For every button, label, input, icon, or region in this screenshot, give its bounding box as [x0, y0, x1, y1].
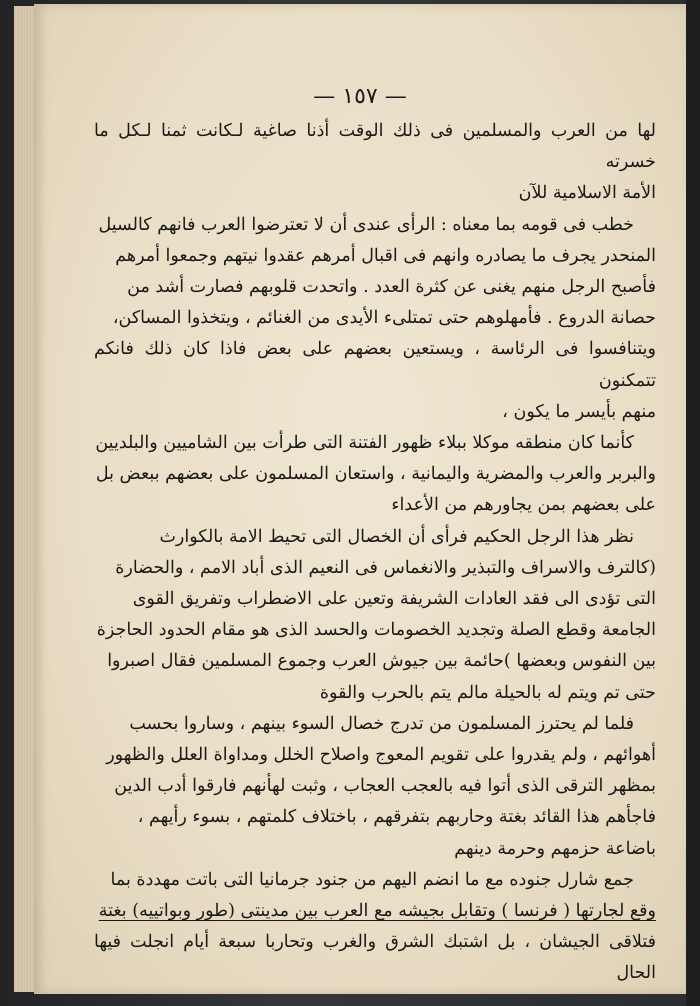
text-line: خطب فى قومه بما معناه : الرأى عندى أن لا تعترضوا العرب فانهم كالسيل: [98, 214, 634, 235]
text-line: على بعضهم بمن يجاورهم من الأعداء: [391, 495, 656, 516]
text-line: منهم بأيسر ما يكون ،: [502, 401, 656, 422]
text-line: التى تؤدى الى فقد العادات الشريفة وتعين على الاضطراب وتفريق القوى: [132, 589, 656, 610]
text-line: لها من العرب والمسلمين فى ذلك الوقت أذنا صاغية لـكانت ثمنا لـكل ما خسرته: [94, 121, 656, 173]
text-line: جمع شارل جنوده مع ما انضم اليهم من جنود جرمانيا التى باتت مهددة بما: [110, 869, 634, 890]
text-line: باضاعة حزمهم وحرمة دينهم: [454, 838, 656, 859]
text-line: الأمة الاسلامية للآن: [518, 183, 656, 204]
text-line: بين النفوس وبعضها )حائمة بين جيوش العرب وجموع المسلمين فقال اصبروا: [107, 651, 656, 672]
text-line: فأصبح الرجل منهم يغنى عن كثرة العدد . واتحدت قلوبهم فصارت أشد من: [127, 277, 656, 298]
text-line: فلما لم يحترز المسلمون من تدرج خصال السوء بينهم ، وساروا بحسب: [129, 713, 634, 734]
text-line: حصانة الدروع . فأمهلوهم حتى تمتلىء الأيدى من الغنائم ، ويتخذوا المساكن،: [112, 308, 656, 329]
book-page: [34, 4, 686, 994]
text-line: والبربر والعرب والمضرية واليمانية ، واستعان المسلمون على بعضهم ببعض بل: [95, 464, 656, 485]
page-number: — ١٥٧ —: [313, 84, 407, 109]
text-line: فاجأهم هذا القائد بغتة وحاربهم بتفرقهم ، باختلاف كلمتهم ، بسوء رأيهم ،: [137, 807, 656, 828]
text-line: نظر هذا الرجل الحكيم فرأى أن الخصال التى تحيط الامة بالكوارث: [159, 526, 634, 547]
text-line: المنحدر يجرف ما يصادره وانهم فى اقبال أمرهم عقدوا نيتهم وجمعوا أمرهم: [115, 245, 656, 266]
page-body: [94, 116, 656, 990]
text-line: بمظهر الترقى الذى أتوا فيه بالعجب العجاب ، وثبت لهأنهم فارقوا أدب الدين: [114, 776, 656, 797]
text-line: أهوائهم ، ولم يقدروا على تقويم المعوج واصلاح الخلل ومداواة العلل والظهور: [106, 745, 656, 766]
text-line: الجامعة وقطع الصلة وتجديد الخصومات والحسد الذى هو مقام الحدود الحاجزة: [96, 620, 656, 641]
text-line: (كالترف والاسراف والتبذير والانغماس فى النعيم الذى أباد الامم ، والحضارة: [115, 557, 656, 578]
text-line: ويتنافسوا فى الرئاسة ، ويستعين بعضهم على بعض فاذا كان ذلك فانكم تتمكنون: [94, 339, 656, 391]
text-line: كأنما كان منطقه موكلا ببلاء ظهور الفتنة التى طرأت بين الشاميين والبلديين: [95, 433, 634, 454]
book-cover-edge: [686, 0, 700, 1006]
page-stack-edge: [14, 6, 36, 992]
text-line: وقع لجارتها ( فرنسا ) وتقابل بجيشه مع العرب بين مدينتى (طور وبواتييه) بغتة: [98, 901, 656, 922]
text-line: فتلاقى الجيشان ، بل اشتبك الشرق والغرب وتحاربا سبعة أيام انجلت فيها الحال: [94, 932, 656, 984]
text-line: حتى تم ويتم له بالحيلة مالم يتم بالحرب والقوة: [319, 682, 656, 703]
